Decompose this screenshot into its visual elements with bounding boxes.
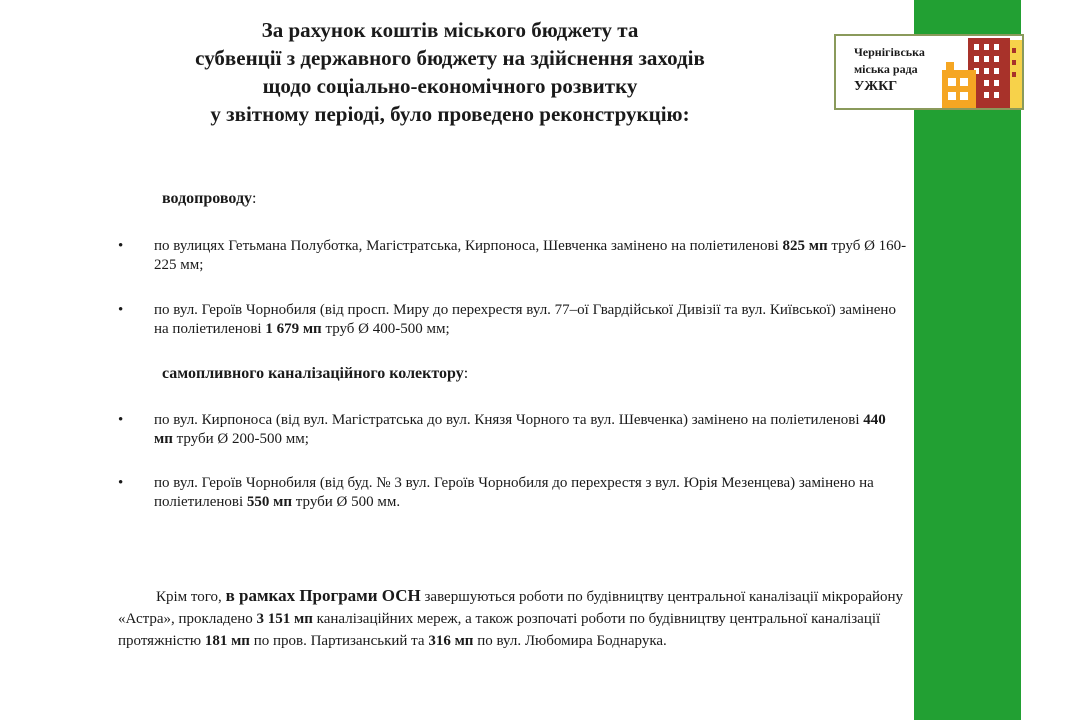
bullet-text-pre: по вулицях Гетьмана Полуботка, Магістратська, Кирпоноса, Шевченка замінено на поліетиленові (154, 238, 783, 254)
section-heading-water (162, 190, 257, 208)
section-heading-colon: : (252, 190, 257, 207)
bullet-text (154, 411, 908, 449)
closing-bold-program: в рамках Програми ОСН (225, 586, 421, 605)
closing-text-3: каналізаційних мереж, а також розпочаті роботи по будівництву центральної каналізації протяжністю (118, 611, 881, 649)
section-heading-colon: : (463, 365, 469, 382)
bullet-text-bold: 550 мп (246, 494, 293, 510)
bullet-text-bold: 825 мп (782, 238, 828, 254)
closing-text-1: Крім того, (156, 589, 226, 605)
section-heading-sewer (162, 365, 468, 383)
bullet-text-post: труби Ø 200-500 мм; (172, 431, 309, 447)
bullet-text-pre: по вул. Героїв Чорнобиля (від буд. № 3 вул. Героїв Чорнобиля до перехрестя з вул. Юрія Мезенцева) замінено на поліетиленові (154, 475, 874, 510)
slide-title (100, 16, 800, 128)
buildings-icon (936, 36, 1024, 110)
bullet-text-pre: по вул. Героїв Чорнобиля (від просп. Миру до перехрестя вул. 77–ої Гвардійської Дивізії та вул. Київської) замінено на поліетиленові (154, 302, 896, 337)
logo-badge (834, 34, 1024, 110)
bullet-symbol: • (118, 238, 124, 254)
bullet-text (154, 474, 908, 512)
section-heading-text: самопливного каналізаційного колектору (162, 365, 464, 382)
bullet-text (154, 301, 908, 339)
closing-text-5: по вул. Любомира Боднарука. (473, 633, 667, 649)
list-item (118, 237, 908, 275)
closing-bold-2: 181 мп (204, 633, 250, 649)
closing-text-4: по пров. Партизанський та (249, 633, 429, 649)
bullet-text-post: труб Ø 400-500 мм; (321, 321, 450, 337)
list-item (118, 411, 908, 449)
closing-bold-3: 316 мп (428, 633, 474, 649)
logo-line-2: міська рада (854, 62, 918, 76)
logo-line-1: Чернігівська (854, 45, 925, 59)
section-heading-text: водопроводу (162, 190, 253, 207)
bullet-symbol: • (118, 302, 124, 318)
closing-paragraph (118, 585, 908, 652)
bullet-text-bold: 440 мп (154, 412, 886, 447)
closing-text-2: завершуються роботи по будівництву центральної каналізації мікрорайону «Астра», прокладено (118, 589, 904, 627)
title-line-4: у звітному періоді, було проведено реконструкцію: (210, 102, 690, 126)
title-line-2: субвенції з державного бюджету на здійснення заходів (195, 46, 705, 70)
bullet-text-pre: по вул. Кирпоноса (від вул. Магістратська до вул. Князя Чорного та вул. Шевченка) замінено на поліетиленові (154, 412, 864, 428)
bullet-text-post: труб Ø 160-225 мм; (154, 238, 907, 273)
closing-bold-1: 3 151 мп (256, 611, 313, 627)
bullet-text-bold: 1 679 мп (265, 321, 322, 337)
bullet-symbol: • (118, 475, 124, 491)
bullet-text (154, 237, 908, 275)
bullet-symbol: • (118, 412, 124, 428)
list-item (118, 301, 908, 339)
title-line-3: щодо соціально-економічного розвитку (262, 74, 638, 98)
logo-text (854, 44, 925, 95)
logo-line-3: УЖКГ (854, 79, 898, 94)
list-item (118, 474, 908, 512)
title-line-1: За рахунок коштів міського бюджету та (261, 18, 639, 42)
bullet-text-post: труби Ø 500 мм. (292, 494, 401, 510)
